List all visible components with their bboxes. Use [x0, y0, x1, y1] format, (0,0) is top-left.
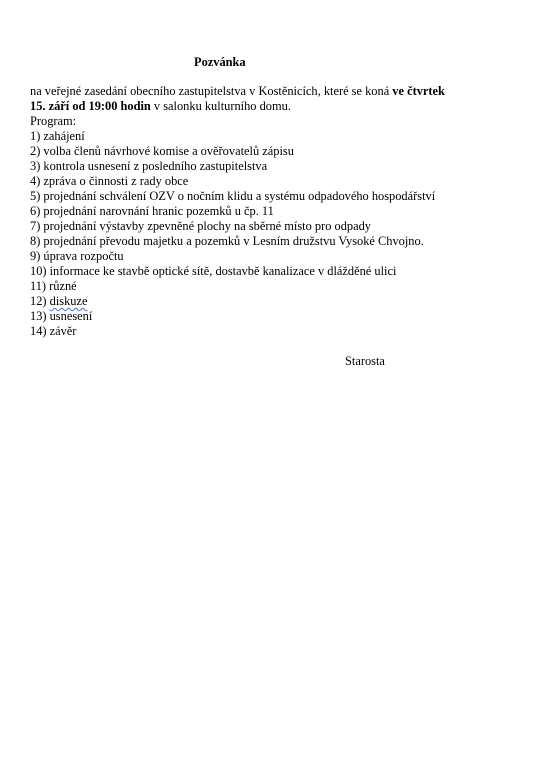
intro-day: ve čtvrtek [392, 84, 445, 98]
program-item-4: 4) zpráva o činnosti z rady obce [30, 174, 189, 188]
program-item-13: 13) usnesení [30, 309, 93, 323]
document-title: Pozvánka [194, 55, 246, 69]
program-item-5: 5) projednání schválení OZV o nočním klidu a systému odpadového hospodářství [30, 189, 436, 203]
program-item-12-number: 12) [30, 294, 50, 308]
program-item-8: 8) projednání převodu majetku a pozemků v Lesním družstvu Vysoké Chvojno. [30, 234, 424, 248]
program-item-10: 10) informace ke stavbě optické sítě, dostavbě kanalizace v dlážděné ulici [30, 264, 397, 278]
signature: Starosta [345, 354, 385, 368]
document-body [30, 84, 500, 339]
spellcheck-flagged-word[interactable]: diskuze [49, 294, 88, 308]
intro-date-time: 15. září od 19:00 hodin [30, 99, 151, 113]
program-item-12 [30, 294, 500, 309]
program-item-9: 9) úprava rozpočtu [30, 249, 124, 263]
program-item-14: 14) závěr [30, 324, 77, 338]
program-item-2: 2) volba členů návrhové komise a ověřovatelů zápisu [30, 144, 294, 158]
intro-venue: v salonku kulturního domu. [150, 99, 291, 113]
program-item-11: 11) různé [30, 279, 77, 293]
intro-line-1 [30, 84, 500, 99]
intro-text: na veřejné zasedání obecního zastupitelstva v Kostěnicích, které se koná [30, 84, 393, 98]
program-item-1: 1) zahájení [30, 129, 85, 143]
program-item-6: 6) projednání narovnání hranic pozemků u čp. 11 [30, 204, 274, 218]
program-item-7: 7) projednání výstavby zpevněné plochy na sběrné místo pro odpady [30, 219, 371, 233]
program-item-3: 3) kontrola usnesení z posledního zastupitelstva [30, 159, 268, 173]
intro-line-2 [30, 99, 500, 114]
program-label: Program: [30, 114, 77, 128]
